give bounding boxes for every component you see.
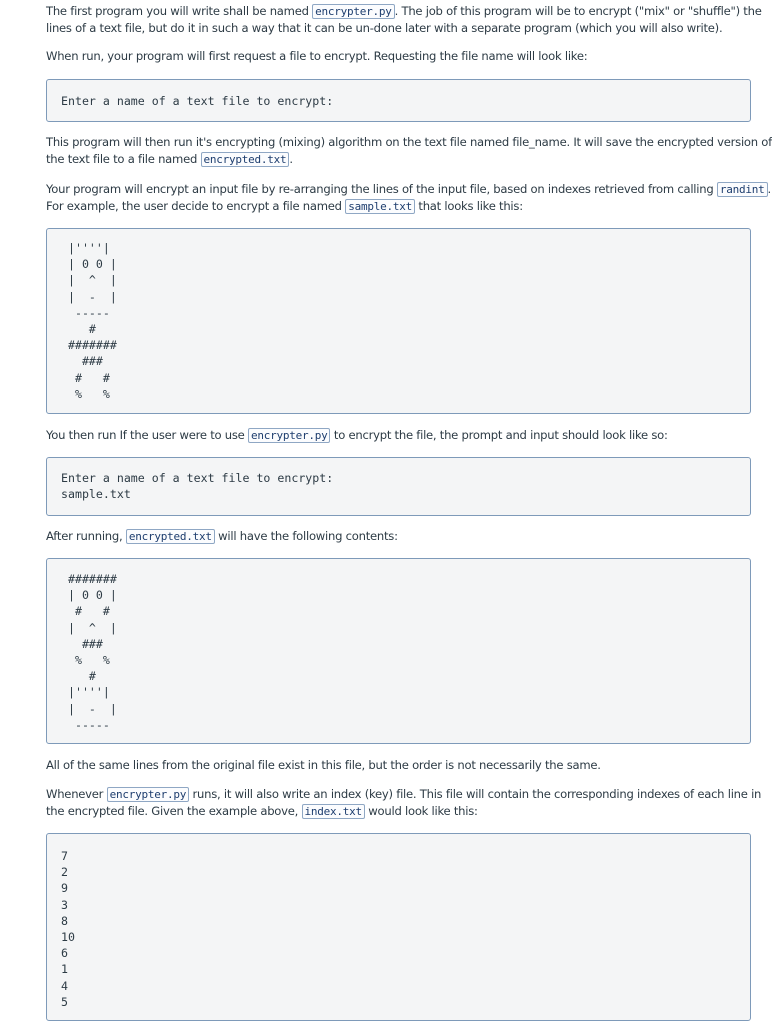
prompt-input-code-block bbox=[46, 457, 751, 516]
randint-line-1: Your program will encrypt an input file by re-arranging the lines of the input file, based on indexes retrieved from calling randint . bbox=[46, 182, 771, 196]
code-encrypted-txt: encrypted.txt bbox=[126, 529, 215, 544]
encrypted-file-text: ####### | 0 0 | # # | ^ | ### % % # |''''| | - | ----- bbox=[67, 572, 117, 732]
code-encrypter-py: encrypter.py bbox=[107, 787, 189, 802]
prompt-input-text: Enter a name of a text file to encrypt: sample.txt bbox=[61, 471, 334, 502]
code-sample-txt: sample.txt bbox=[345, 199, 415, 214]
code-index-txt: index.txt bbox=[302, 804, 365, 819]
encrypted-file-code-block bbox=[46, 558, 751, 744]
code-randint: randint bbox=[717, 182, 768, 197]
prompt-code-block bbox=[46, 79, 751, 122]
algorithm-line-1: This program will then run it's encrypting (mixing) algorithm on the text file named file_name. It will save the encrypted version of bbox=[46, 135, 772, 149]
run-paragraph: You then run If the user were to use encrypter.py to encrypt the file, the prompt and input should look like so: bbox=[46, 428, 668, 442]
index-file-code-block bbox=[46, 833, 751, 1021]
request-paragraph: When run, your program will first request a file to encrypt. Requesting the file name will look like: bbox=[46, 49, 588, 63]
intro-line-1: The first program you will write shall be named encrypter.py . The job of this program will be to encrypt ("mix" or "shuffle") the bbox=[46, 4, 762, 18]
prompt-code-text: Enter a name of a text file to encrypt: bbox=[61, 94, 334, 108]
randint-line-2: For example, the user decide to encrypt a file named sample.txt that looks like this: bbox=[46, 199, 523, 213]
algorithm-line-2: the text file to a file named encrypted.txt . bbox=[46, 152, 293, 166]
index-paragraph bbox=[46, 786, 762, 820]
index-file-text: 7 2 9 3 8 10 6 1 4 5 bbox=[61, 849, 75, 1009]
same-lines-paragraph: All of the same lines from the original file exist in this file, but the order is not necessarily the same. bbox=[46, 758, 601, 772]
code-encrypted-txt: encrypted.txt bbox=[201, 152, 290, 167]
index-line-1: Whenever encrypter.py runs, it will also write an index (key) file. This file will contain the corresponding indexes of each line in bbox=[46, 787, 762, 801]
intro-paragraph bbox=[46, 3, 762, 37]
code-encrypter-py: encrypter.py bbox=[248, 428, 330, 443]
randint-paragraph bbox=[46, 181, 771, 215]
sample-file-text: |''''| | 0 0 | | ^ | | - | ----- # ####### ### # # % % bbox=[67, 241, 117, 401]
index-line-2: the encrypted file. Given the example above, index.txt would look like this: bbox=[46, 804, 478, 818]
sample-file-code-block bbox=[46, 228, 751, 414]
algorithm-paragraph bbox=[46, 134, 772, 168]
after-running-paragraph: After running, encrypted.txt will have the following contents: bbox=[46, 529, 398, 543]
code-encrypter-py: encrypter.py bbox=[312, 4, 394, 19]
intro-line-2: lines of a text file, but do it in such a way that it can be un-done later with a separate program (which you will also write). bbox=[46, 21, 723, 35]
